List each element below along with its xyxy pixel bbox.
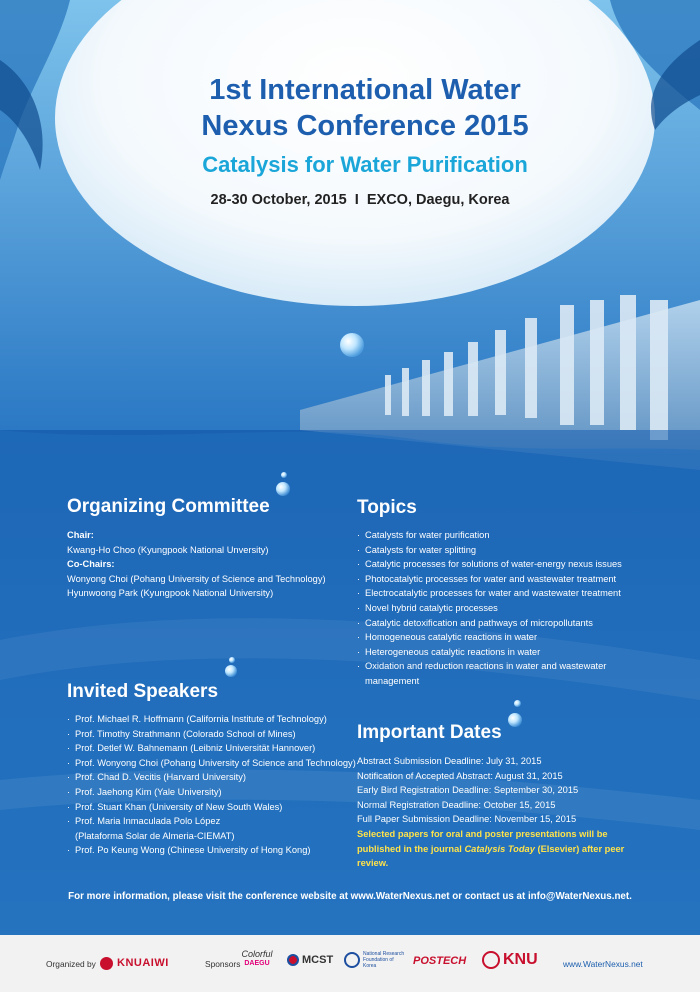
topic-item: · Photocatalytic processes for water and wastewater treatment [357,572,677,587]
conference-subtitle: Catalysis for Water Purification [202,152,528,177]
topic-item: · Oxidation and reduction reactions in water and wastewater [357,659,677,674]
knu-aiwi-logo [100,953,169,973]
cochair-name: Wonyong Choi (Pohang University of Science and Technology) [67,573,326,584]
contact-info: For more information, please visit the conference website at www.WaterNexus.net or contact us at info@WaterNexus.net. [68,891,632,902]
chair-label: Chair: [67,530,94,540]
mcst-text: MCST [302,954,334,966]
topics-list [357,528,677,689]
topic-item: · Catalysts for water purification [357,528,677,543]
bubble-decoration [276,482,290,496]
date-item: Normal Registration Deadline: October 15, 2015 [357,799,556,810]
speaker-item: · Prof. Chad D. Vecitis (Harvard University) [67,770,357,785]
knu-text: KNU [503,951,538,968]
speaker-item: · Prof. Stuart Khan (University of New South Wales) [67,800,357,815]
nrf-text: National Research Foundation of Korea [363,951,405,969]
knu-seal-icon [482,951,500,969]
organizing-committee [67,528,347,601]
bubble-decoration [225,665,237,677]
bubble-decoration [281,472,287,478]
publication-note-text: Selected papers for oral and poster presentations will be published in the journal [357,828,608,854]
bubble-decoration [508,713,522,727]
topic-item: · Homogeneous catalytic reactions in water [357,630,677,645]
invited-speakers-heading: Invited Speakers [67,681,219,702]
topic-item: · Novel hybrid catalytic processes [357,601,677,616]
speaker-item: · Prof. Wonyong Choi (Pohang University of Science and Technology) [67,756,357,771]
date-location: 28-30 October, 2015 I EXCO, Daegu, Korea [210,192,510,208]
colorful-text: Colorful [241,949,273,959]
speaker-item: · Prof. Timothy Strathmann (Colorado School of Mines) [67,727,357,742]
colorful-daegu-logo [237,949,277,969]
date-item: Notification of Accepted Abstract: August 31, 2015 [357,770,563,781]
publication-note [357,827,647,871]
bubble-decoration [514,700,521,707]
speaker-item: · Prof. Jaehong Kim (Yale University) [67,785,357,800]
mcst-logo [287,954,333,966]
mcst-emblem-icon [287,954,299,966]
topic-item: · Catalytic processes for solutions of water-energy nexus issues [357,557,677,572]
title-block [0,72,700,208]
journal-name: Catalysis Today [464,843,535,854]
date-item: Early Bird Registration Deadline: September 30, 2015 [357,785,579,796]
cochair-name: Hyunwoong Park (Kyungpook National University) [67,588,274,599]
topics-heading: Topics [357,497,417,518]
speaker-affiliation: (Plataforma Solar de Almeria-CIEMAT) [75,830,235,841]
postech-logo: POSTECH [413,955,467,967]
website-link[interactable]: www.WaterNexus.net [563,959,643,969]
daegu-text: DAEGU [244,960,270,967]
knu-logo [482,951,538,969]
speaker-item: · Prof. Maria Inmaculada Polo López [67,814,357,829]
publication-note-text: (Elsevier) after peer review. [357,843,625,869]
knu-emblem-icon [100,957,113,970]
topic-item: · Electrocatalytic processes for water and wastewater treatment [357,586,677,601]
date-item: Full Paper Submission Deadline: November 15, 2015 [357,814,577,825]
speaker-item: · Prof. Po Keung Wong (Chinese University of Hong Kong) [67,843,357,858]
speaker-item: · Prof. Michael R. Hoffmann (California Institute of Technology) [67,712,357,727]
speaker-item: · Prof. Detlef W. Bahnemann (Leibniz Universität Hannover) [67,741,357,756]
sponsor-bar [0,935,700,992]
date-item: Abstract Submission Deadline: July 31, 2015 [357,756,542,766]
bubble-decoration [229,657,235,663]
knu-aiwi-text: KNUAIWI [117,957,169,969]
sponsors-label: Sponsors [205,959,241,969]
chair-name: Kwang-Ho Choo (Kyungpook National Unversity) [67,544,269,555]
nrf-logo [344,951,406,969]
organizing-committee-heading: Organizing Committee [67,496,270,517]
topic-item-continuation: management [365,675,420,686]
organized-by-label: Organized by [46,959,96,969]
invited-speakers-list [67,712,357,858]
topic-item: · Heterogeneous catalytic reactions in water [357,645,677,660]
cochairs-label: Co-Chairs: [67,559,115,570]
conference-title-line2: Nexus Conference 2015 [201,110,529,142]
bubble-decoration [340,333,364,357]
important-dates-heading: Important Dates [357,722,502,743]
important-dates-list [357,754,647,871]
topic-item: · Catalysts for water splitting [357,543,677,558]
nrf-emblem-icon [344,952,360,968]
topic-item: · Catalytic detoxification and pathways of micropollutants [357,616,677,631]
conference-title-line1: 1st International Water [209,74,521,106]
